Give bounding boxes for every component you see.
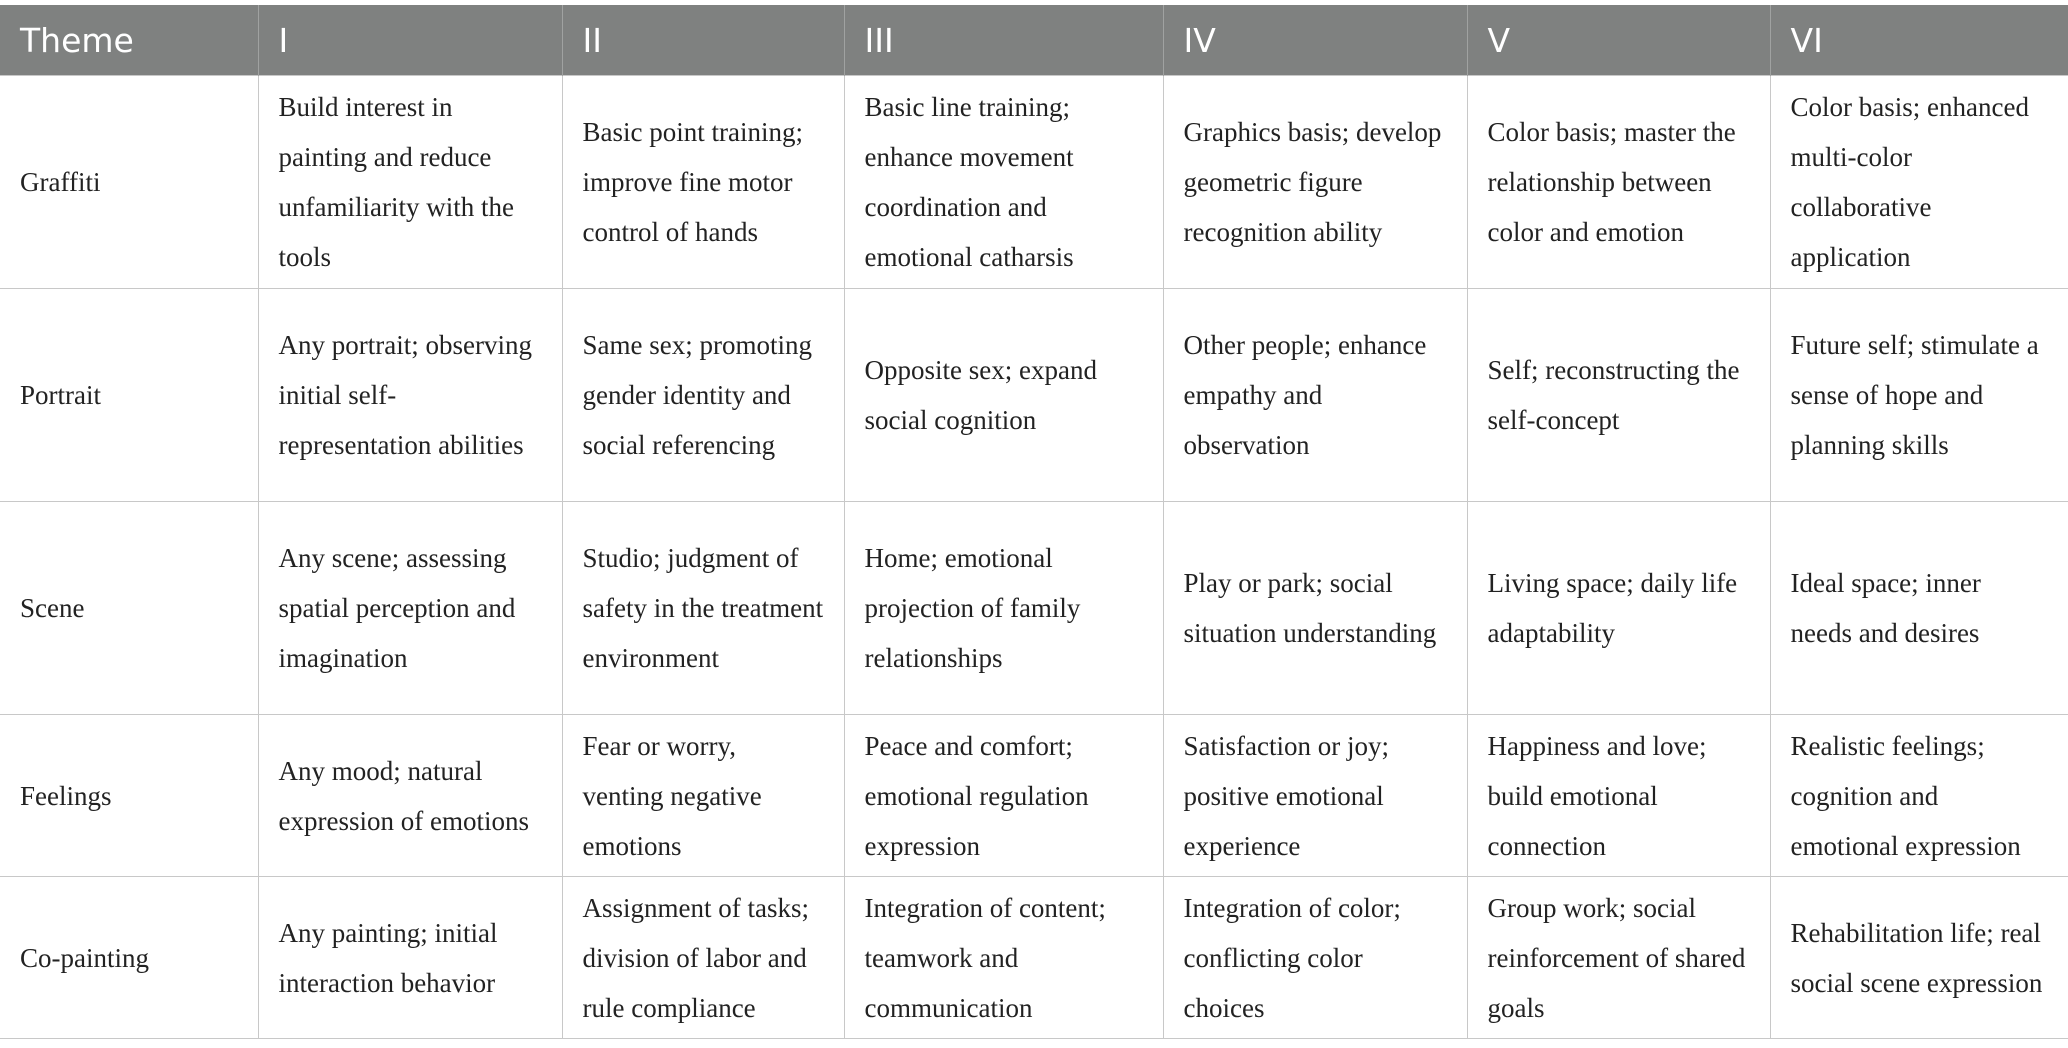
session-cell: Integration of color; conflicting color choices (1163, 877, 1467, 1039)
theme-cell: Co-painting (0, 877, 258, 1039)
session-cell: Fear or worry, venting negative emotions (562, 715, 844, 877)
header-theme: Theme (0, 5, 258, 76)
session-cell: Integration of content; teamwork and communication (844, 877, 1163, 1039)
session-cell: Any portrait; observing initial self-representation abilities (258, 289, 562, 502)
table-row (0, 502, 2068, 715)
session-cell: Color basis; enhanced multi-color collaborative application (1770, 76, 2068, 289)
session-cell: Graphics basis; develop geometric figure recognition ability (1163, 76, 1467, 289)
session-cell: Other people; enhance empathy and observation (1163, 289, 1467, 502)
table-row (0, 715, 2068, 877)
theme-cell: Feelings (0, 715, 258, 877)
session-cell: Realistic feelings; cognition and emotional expression (1770, 715, 2068, 877)
header-session-1: I (258, 5, 562, 76)
session-cell: Any painting; initial interaction behavior (258, 877, 562, 1039)
table-row (0, 289, 2068, 502)
session-cell: Build interest in painting and reduce unfamiliarity with the tools (258, 76, 562, 289)
header-session-2: II (562, 5, 844, 76)
theme-cell: Graffiti (0, 76, 258, 289)
theme-cell: Scene (0, 502, 258, 715)
session-cell: Self; reconstructing the self-concept (1467, 289, 1770, 502)
session-cell: Assignment of tasks; division of labor and rule compliance (562, 877, 844, 1039)
session-cell: Color basis; master the relationship between color and emotion (1467, 76, 1770, 289)
table-row (0, 877, 2068, 1039)
header-session-6: VI (1770, 5, 2068, 76)
theme-table (0, 5, 2068, 1039)
session-cell: Same sex; promoting gender identity and social referencing (562, 289, 844, 502)
session-cell: Play or park; social situation understanding (1163, 502, 1467, 715)
table-row (0, 76, 2068, 289)
session-cell: Group work; social reinforcement of shared goals (1467, 877, 1770, 1039)
header-session-5: V (1467, 5, 1770, 76)
session-cell: Basic point training; improve fine motor control of hands (562, 76, 844, 289)
session-cell: Opposite sex; expand social cognition (844, 289, 1163, 502)
session-cell: Home; emotional projection of family relationships (844, 502, 1163, 715)
header-session-3: III (844, 5, 1163, 76)
header-row (0, 5, 2068, 76)
session-cell: Satisfaction or joy; positive emotional experience (1163, 715, 1467, 877)
header-session-4: IV (1163, 5, 1467, 76)
session-cell: Happiness and love; build emotional connection (1467, 715, 1770, 877)
session-cell: Basic line training; enhance movement coordination and emotional catharsis (844, 76, 1163, 289)
session-cell: Living space; daily life adaptability (1467, 502, 1770, 715)
session-cell: Studio; judgment of safety in the treatment environment (562, 502, 844, 715)
session-cell: Any mood; natural expression of emotions (258, 715, 562, 877)
session-cell: Rehabilitation life; real social scene expression (1770, 877, 2068, 1039)
session-cell: Any scene; assessing spatial perception and imagination (258, 502, 562, 715)
session-cell: Peace and comfort; emotional regulation expression (844, 715, 1163, 877)
session-cell: Ideal space; inner needs and desires (1770, 502, 2068, 715)
session-cell: Future self; stimulate a sense of hope and planning skills (1770, 289, 2068, 502)
theme-cell: Portrait (0, 289, 258, 502)
